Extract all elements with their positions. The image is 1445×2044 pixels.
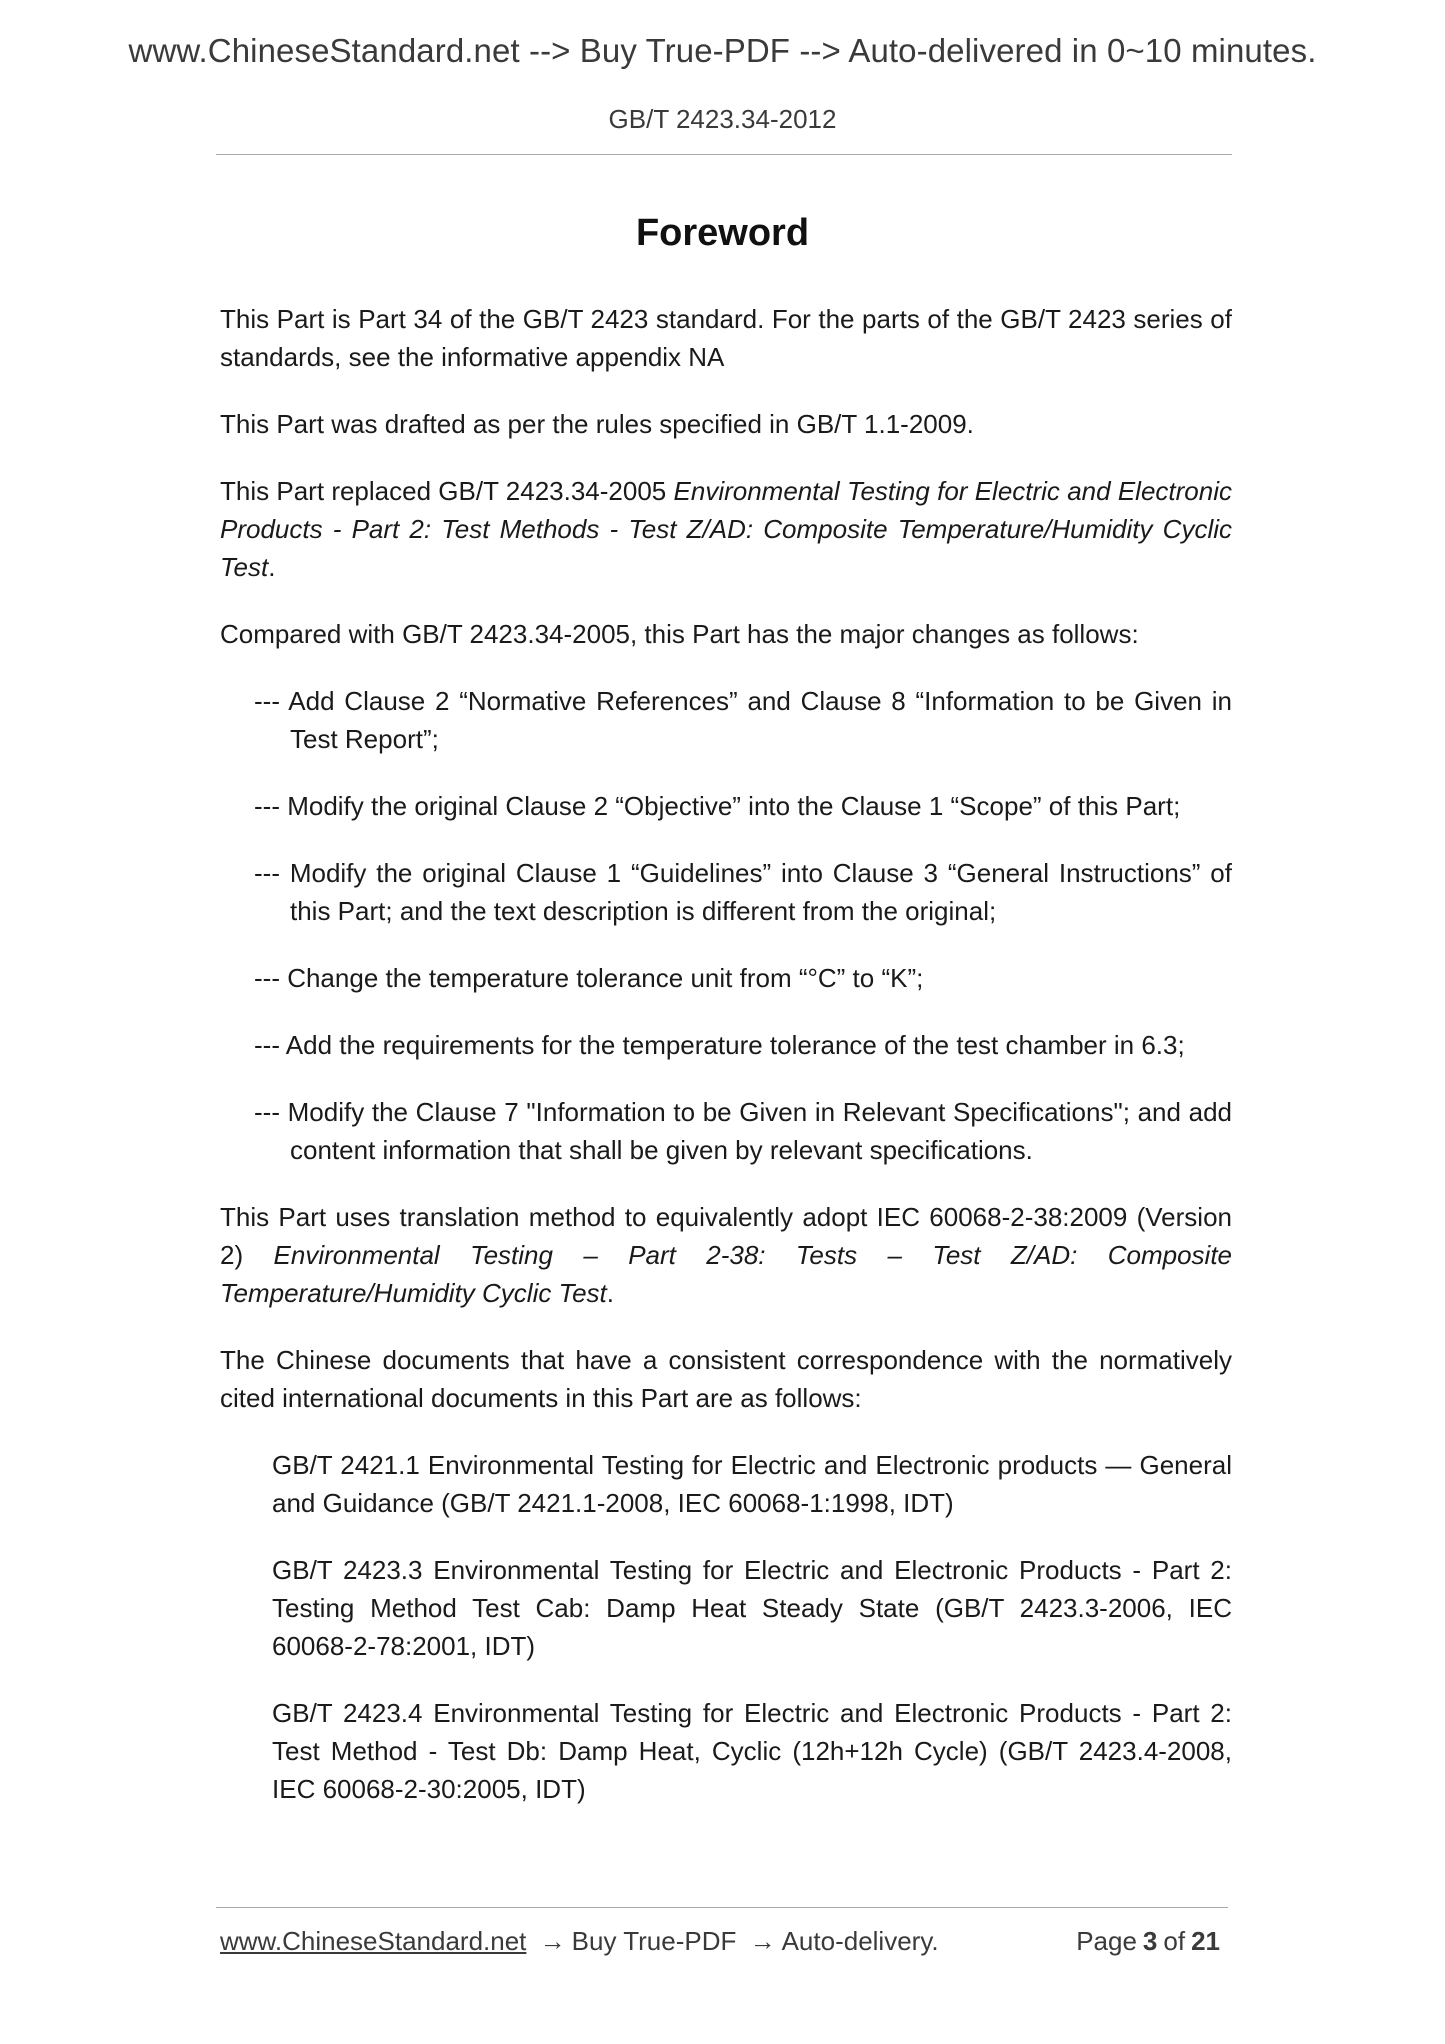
reference-item: GB/T 2421.1 Environmental Testing for Electric and Electronic products — General and Guidance (GB/T 2421.1-2008, IEC 60068-1:1998, IDT)	[272, 1450, 1232, 1518]
reference-item: GB/T 2423.3 Environmental Testing for Electric and Electronic Products - Part 2: Testing Method Test Cab: Damp Heat Steady State (GB/T 2423.3-2006, IEC 60068-2-78:2001, IDT)	[272, 1555, 1232, 1661]
replaced-standard-title: Environmental Testing for Electric and Electronic Products - Part 2: Test Methods - Test Z/AD: Composite Temperature/Humidity Cyclic Test	[220, 476, 1232, 582]
change-item: --- Add Clause 2 “Normative References” and Clause 8 “Information to be Given in Test Report”;	[254, 686, 1232, 754]
replaced-suffix: .	[268, 552, 276, 582]
reference-item: GB/T 2423.4 Environmental Testing for Electric and Electronic Products - Part 2: Test Method - Test Db: Damp Heat, Cyclic (12h+12h Cycle) (GB/T 2423.4-2008, IEC 60068-2-30:2005, IDT)	[272, 1698, 1232, 1804]
footer-divider	[216, 1907, 1228, 1908]
footer-buy-text: Buy True-PDF	[571, 1926, 737, 1956]
page-of-label: of	[1163, 1926, 1186, 1956]
paragraph-drafting-rules: This Part was drafted as per the rules specified in GB/T 1.1-2009.	[220, 409, 974, 439]
adoption-suffix: .	[606, 1278, 614, 1308]
top-banner[interactable]: www.ChineseStandard.net --> Buy True-PDF --> Auto-delivered in 0~10 minutes.	[128, 32, 1317, 69]
arrow-right-icon: →	[539, 1926, 566, 1956]
paragraph-correspondence-intro: The Chinese documents that have a consistent correspondence with the normatively cited international documents in this Part are as follows:	[220, 1345, 1232, 1413]
paragraph-adoption	[220, 1198, 1232, 1312]
footer-site-link[interactable]: www.ChineseStandard.net	[220, 1926, 527, 1956]
adopted-standard-title: Environmental Testing – Part 2-38: Tests – Test Z/AD: Composite Temperature/Humidity Cyclic Test	[220, 1240, 1233, 1308]
change-item: --- Modify the Clause 7 "Information to be Given in Relevant Specifications"; and add content information that shall be given by relevant specifications.	[254, 1097, 1232, 1165]
paragraph-major-changes-intro: Compared with GB/T 2423.34-2005, this Part has the major changes as follows:	[220, 619, 1139, 649]
arrow-right-icon: →	[749, 1926, 776, 1956]
document-code: GB/T 2423.34-2012	[608, 104, 837, 134]
change-item: --- Modify the original Clause 1 “Guidelines” into Clause 3 “General Instructions” of this Part; and the text description is different from the original;	[254, 858, 1232, 926]
foreword-body	[220, 300, 1232, 1837]
header-divider	[216, 154, 1232, 155]
replaced-prefix: This Part replaced GB/T 2423.34-2005	[220, 476, 674, 506]
page-indicator	[1076, 1926, 1226, 1957]
page-label: Page	[1076, 1926, 1137, 1956]
total-pages-number: 21	[1191, 1926, 1220, 1956]
current-page-number: 3	[1142, 1926, 1158, 1956]
footer-links	[220, 1926, 939, 1957]
change-item: --- Modify the original Clause 2 “Objective” into the Clause 1 “Scope” of this Part;	[254, 791, 1181, 821]
adoption-prefix: This Part uses translation method to equivalently adopt IEC 60068-2-38:2009 (Version 2)	[220, 1202, 1232, 1270]
page-title: Foreword	[635, 212, 810, 254]
footer-delivery-text: Auto-delivery.	[781, 1926, 939, 1956]
change-item: --- Add the requirements for the temperature tolerance of the test chamber in 6.3;	[254, 1030, 1185, 1060]
paragraph-replaced-standard	[220, 472, 1232, 586]
paragraph-part-scope: This Part is Part 34 of the GB/T 2423 standard. For the parts of the GB/T 2423 series of standards, see the informative appendix NA	[220, 304, 1232, 372]
change-item: --- Change the temperature tolerance unit from “°C” to “K”;	[254, 963, 924, 993]
